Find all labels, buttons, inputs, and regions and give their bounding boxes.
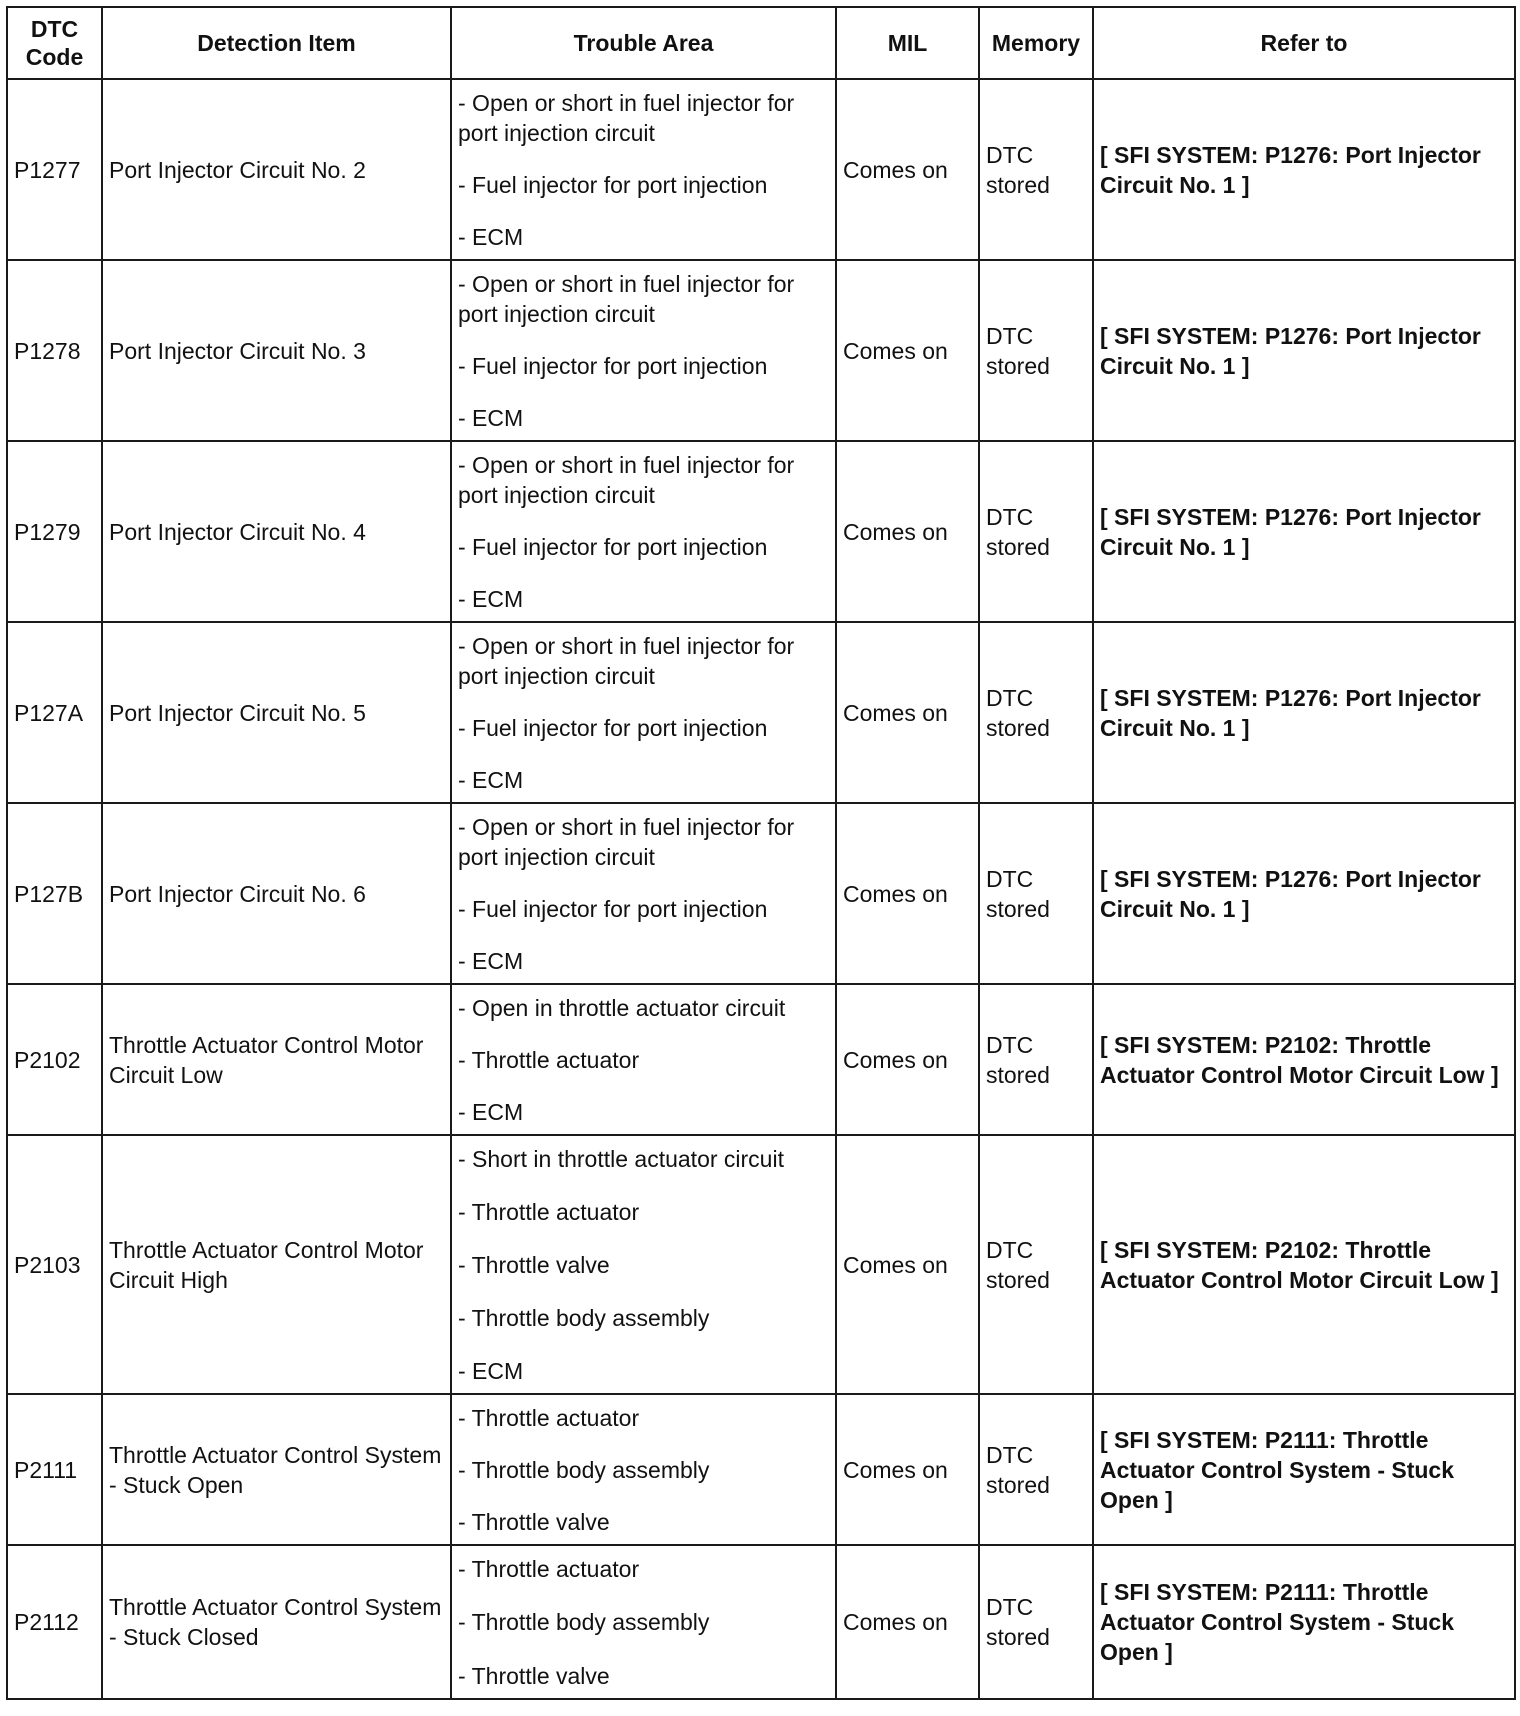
dtc-code: P1278 — [7, 260, 102, 441]
refer-to-link[interactable]: [ SFI SYSTEM: P2111: Throttle Actuator Control System - Stuck Open ] — [1093, 1545, 1515, 1699]
trouble-area — [451, 441, 836, 622]
refer-to-link[interactable]: [ SFI SYSTEM: P2111: Throttle Actuator Control System - Stuck Open ] — [1093, 1394, 1515, 1545]
refer-to-link[interactable]: [ SFI SYSTEM: P1276: Port Injector Circuit No. 1 ] — [1093, 79, 1515, 260]
detection-item: Throttle Actuator Control Motor Circuit Low — [102, 984, 451, 1135]
refer-to-link[interactable]: [ SFI SYSTEM: P1276: Port Injector Circuit No. 1 ] — [1093, 260, 1515, 441]
refer-to-link[interactable]: [ SFI SYSTEM: P1276: Port Injector Circuit No. 1 ] — [1093, 441, 1515, 622]
table-header-row — [7, 7, 1515, 79]
trouble-area-item: - Throttle actuator — [458, 1404, 640, 1431]
detection-item: Throttle Actuator Control System - Stuck Closed — [102, 1545, 451, 1699]
trouble-area-item: - ECM — [458, 223, 524, 250]
refer-to-link[interactable]: [ SFI SYSTEM: P1276: Port Injector Circuit No. 1 ] — [1093, 622, 1515, 803]
header-mil: MIL — [836, 7, 979, 79]
table-row — [7, 260, 1515, 441]
trouble-area — [451, 622, 836, 803]
mil-status: Comes on — [836, 622, 979, 803]
trouble-area-item: - Open in throttle actuator circuit — [458, 994, 786, 1021]
mil-status: Comes on — [836, 1394, 979, 1545]
memory-status: DTC stored — [979, 984, 1093, 1135]
trouble-area-item: - Throttle valve — [458, 1508, 610, 1535]
header-dtc-code: DTC Code — [7, 7, 102, 79]
dtc-code: P127B — [7, 803, 102, 984]
mil-status: Comes on — [836, 984, 979, 1135]
refer-to-link[interactable]: [ SFI SYSTEM: P2102: Throttle Actuator Control Motor Circuit Low ] — [1093, 1135, 1515, 1394]
trouble-area-item: - Throttle actuator — [458, 1198, 640, 1225]
memory-status: DTC stored — [979, 1545, 1093, 1699]
trouble-area-item: - Open or short in fuel injector for port injection circuit — [458, 89, 795, 146]
mil-status: Comes on — [836, 803, 979, 984]
table-row — [7, 1545, 1515, 1699]
dtc-code: P127A — [7, 622, 102, 803]
memory-status: DTC stored — [979, 441, 1093, 622]
trouble-area-item: - Throttle actuator — [458, 1046, 640, 1073]
memory-status: DTC stored — [979, 622, 1093, 803]
dtc-code: P2103 — [7, 1135, 102, 1394]
trouble-area-item: - Open or short in fuel injector for port injection circuit — [458, 270, 795, 327]
trouble-area — [451, 984, 836, 1135]
detection-item: Port Injector Circuit No. 4 — [102, 441, 451, 622]
trouble-area-item: - ECM — [458, 1098, 524, 1125]
detection-item: Port Injector Circuit No. 2 — [102, 79, 451, 260]
dtc-code: P1279 — [7, 441, 102, 622]
table-row — [7, 441, 1515, 622]
trouble-area-item: - Throttle actuator — [458, 1555, 640, 1582]
trouble-area-item: - ECM — [458, 766, 524, 793]
mil-status: Comes on — [836, 441, 979, 622]
detection-item: Port Injector Circuit No. 5 — [102, 622, 451, 803]
trouble-area — [451, 1545, 836, 1699]
refer-to-link[interactable]: [ SFI SYSTEM: P2102: Throttle Actuator Control Motor Circuit Low ] — [1093, 984, 1515, 1135]
header-memory: Memory — [979, 7, 1093, 79]
trouble-area-item: - Fuel injector for port injection — [458, 714, 768, 741]
dtc-code: P1277 — [7, 79, 102, 260]
trouble-area-item: - Fuel injector for port injection — [458, 352, 768, 379]
table-row — [7, 79, 1515, 260]
trouble-area-item: - Fuel injector for port injection — [458, 533, 768, 560]
table-row — [7, 1394, 1515, 1545]
mil-status: Comes on — [836, 1545, 979, 1699]
trouble-area-item: - Throttle valve — [458, 1662, 610, 1689]
mil-status: Comes on — [836, 1135, 979, 1394]
trouble-area-item: - Open or short in fuel injector for port injection circuit — [458, 813, 795, 870]
trouble-area-item: - Throttle body assembly — [458, 1456, 710, 1483]
trouble-area — [451, 79, 836, 260]
refer-to-link[interactable]: [ SFI SYSTEM: P1276: Port Injector Circuit No. 1 ] — [1093, 803, 1515, 984]
detection-item: Port Injector Circuit No. 3 — [102, 260, 451, 441]
header-detection-item: Detection Item — [102, 7, 451, 79]
trouble-area — [451, 1394, 836, 1545]
table-row — [7, 803, 1515, 984]
trouble-area — [451, 1135, 836, 1394]
dtc-code: P2102 — [7, 984, 102, 1135]
trouble-area-item: - Short in throttle actuator circuit — [458, 1145, 784, 1172]
trouble-area-item: - ECM — [458, 1357, 524, 1384]
mil-status: Comes on — [836, 79, 979, 260]
trouble-area-item: - Fuel injector for port injection — [458, 895, 768, 922]
detection-item: Throttle Actuator Control System - Stuck Open — [102, 1394, 451, 1545]
trouble-area-item: - Throttle body assembly — [458, 1609, 710, 1635]
memory-status: DTC stored — [979, 260, 1093, 441]
trouble-area-item: - ECM — [458, 404, 524, 431]
trouble-area-item: - ECM — [458, 585, 524, 612]
dtc-code: P2111 — [7, 1394, 102, 1545]
dtc-table — [6, 6, 1516, 1700]
table-row — [7, 622, 1515, 803]
trouble-area — [451, 803, 836, 984]
trouble-area-item: - Fuel injector for port injection — [458, 171, 768, 198]
memory-status: DTC stored — [979, 79, 1093, 260]
mil-status: Comes on — [836, 260, 979, 441]
header-refer-to: Refer to — [1093, 7, 1515, 79]
trouble-area-item: - Open or short in fuel injector for port injection circuit — [458, 632, 795, 689]
table-row — [7, 1135, 1515, 1394]
trouble-area-item: - Throttle body assembly — [458, 1304, 710, 1331]
memory-status: DTC stored — [979, 1135, 1093, 1394]
table-row — [7, 984, 1515, 1135]
trouble-area — [451, 260, 836, 441]
trouble-area-item: - Throttle valve — [458, 1251, 610, 1278]
memory-status: DTC stored — [979, 1394, 1093, 1545]
detection-item: Port Injector Circuit No. 6 — [102, 803, 451, 984]
table-body — [7, 79, 1515, 1699]
header-trouble-area: Trouble Area — [451, 7, 836, 79]
trouble-area-item: - Open or short in fuel injector for port injection circuit — [458, 451, 795, 508]
trouble-area-item: - ECM — [458, 947, 524, 974]
memory-status: DTC stored — [979, 803, 1093, 984]
detection-item: Throttle Actuator Control Motor Circuit High — [102, 1135, 451, 1394]
dtc-code: P2112 — [7, 1545, 102, 1699]
